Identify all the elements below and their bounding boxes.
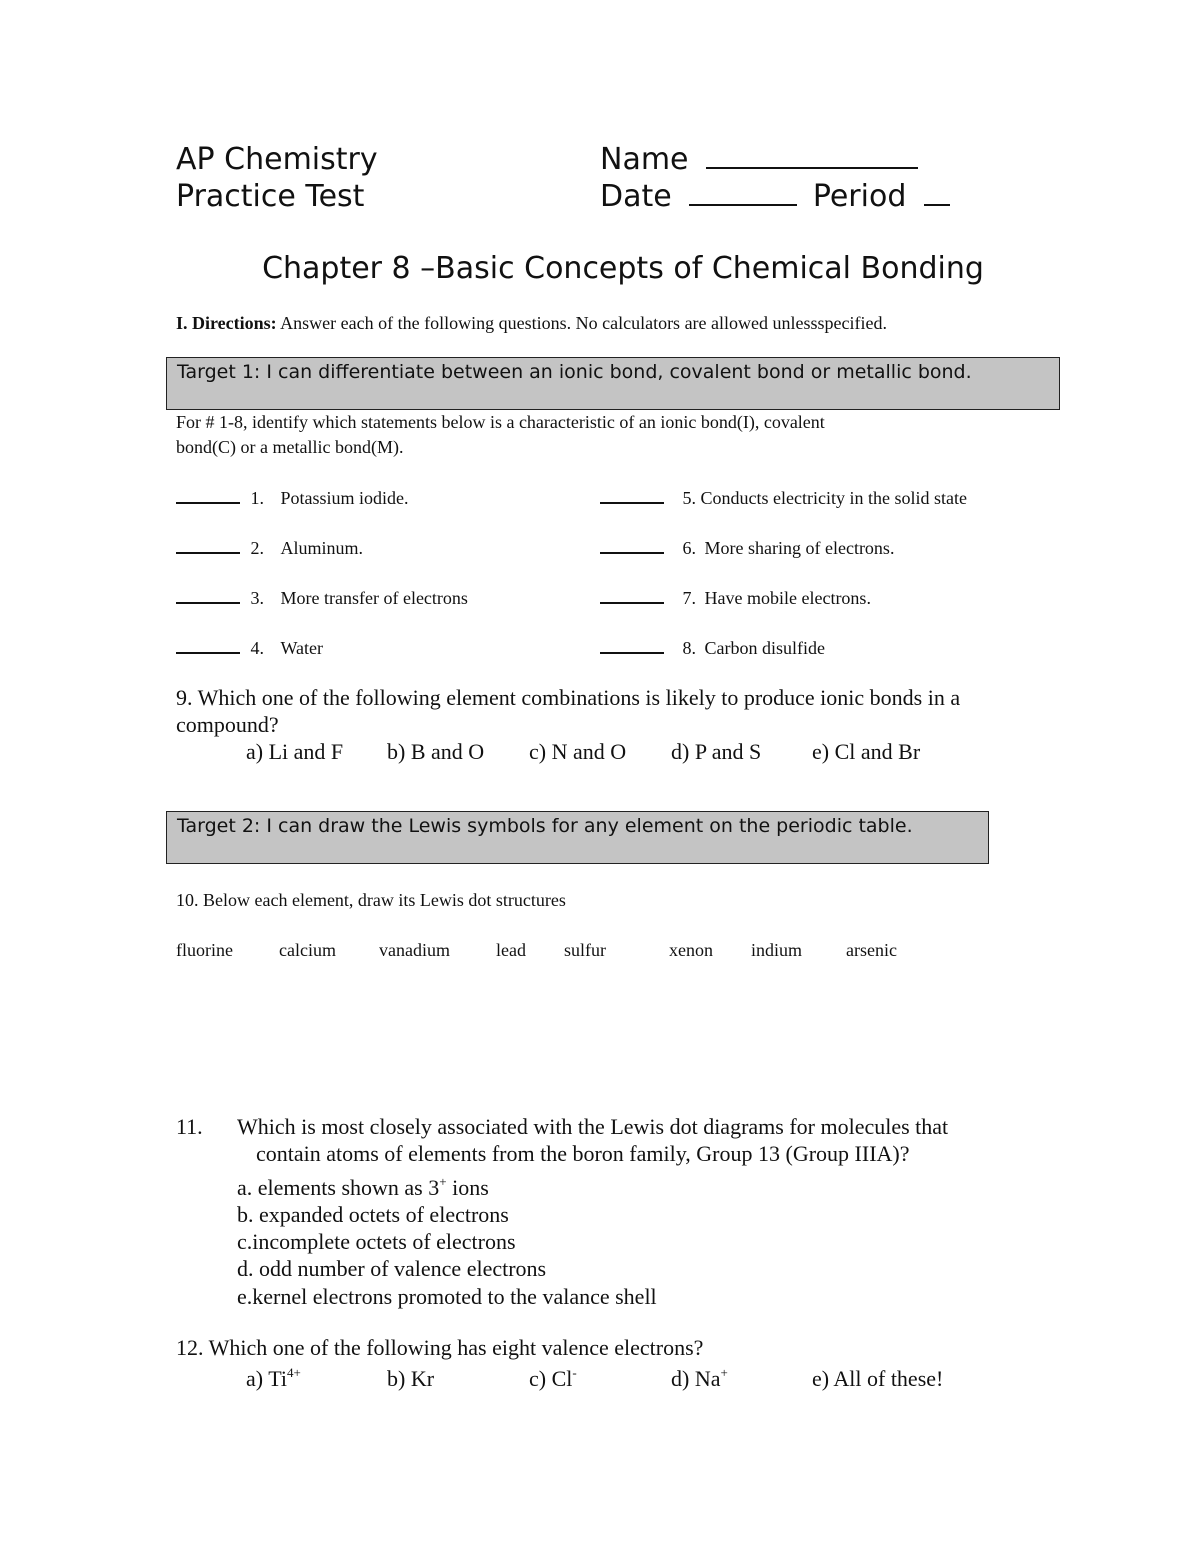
list-item <box>600 486 967 509</box>
q11-option-b[interactable]: b. expanded octets of electrons <box>237 1202 509 1227</box>
answer-blank-2[interactable] <box>176 536 240 554</box>
date-label: Date <box>600 179 672 214</box>
item-text: Potassium iodide. <box>280 488 409 508</box>
answer-blank-1[interactable] <box>176 486 240 504</box>
target-1-text: Target 1: I can differentiate between an ionic bond, covalent bond or metallic bond. <box>177 361 972 383</box>
item-text: Conducts electricity in the solid state <box>700 488 967 508</box>
q11-option-a-text: a. elements shown as 3 <box>237 1175 440 1200</box>
item-number: 7. <box>682 588 696 608</box>
answer-blank-4[interactable] <box>176 636 240 654</box>
test-title: Practice Test <box>176 179 365 214</box>
q9-option-d[interactable]: d) P and S <box>671 739 762 764</box>
q12-option-d[interactable] <box>671 1366 728 1392</box>
q11-option-a-post: ions <box>446 1175 489 1200</box>
answer-blank-6[interactable] <box>600 536 664 554</box>
q11-line-1: Which is most closely associated with the Lewis dot diagrams for molecules that <box>237 1114 949 1139</box>
q12-option-d-text: d) Na <box>671 1366 721 1391</box>
answer-blank-3[interactable] <box>176 586 240 604</box>
directions-text: Answer each of the following questions. No calculators are allowed unlessspecified. <box>280 313 887 333</box>
item-text: Carbon disulfide <box>704 638 825 658</box>
name-label: Name <box>600 142 689 177</box>
item-number: 4. <box>250 638 264 658</box>
instructions-line-1: For # 1-8, identify which statements below is a characteristic of an ionic bond(I), covalent <box>176 412 825 432</box>
q11-option-a-sup: + <box>439 1174 447 1189</box>
list-item <box>600 636 825 659</box>
q12-option-e[interactable]: e) All of these! <box>812 1366 944 1391</box>
q9-option-c[interactable]: c) N and O <box>529 739 627 764</box>
list-item <box>176 636 323 659</box>
element-indium: indium <box>751 940 803 960</box>
course-title: AP Chemistry <box>176 142 378 177</box>
element-xenon: xenon <box>669 940 713 960</box>
date-period-field[interactable] <box>600 179 950 214</box>
answer-blank-7[interactable] <box>600 586 664 604</box>
item-text: Water <box>280 638 324 658</box>
date-blank[interactable] <box>689 182 797 206</box>
name-blank[interactable] <box>706 145 918 169</box>
item-text: Aluminum. <box>280 538 364 558</box>
q9-line-1: 9. Which one of the following element combinations is likely to produce ionic bonds in a <box>176 685 961 710</box>
name-field[interactable] <box>600 142 918 177</box>
period-blank[interactable] <box>924 182 950 206</box>
q12-option-a[interactable] <box>246 1366 301 1392</box>
item-text: More sharing of electrons. <box>704 538 895 558</box>
q11-line-2: contain atoms of elements from the boron family, Group 13 (Group IIIA)? <box>256 1141 910 1166</box>
item-number: 8. <box>682 638 696 658</box>
element-vanadium: vanadium <box>379 940 450 960</box>
q9-option-a[interactable]: a) Li and F <box>246 739 344 764</box>
q12-option-c-text: c) Cl <box>529 1366 573 1391</box>
directions-label: I. Directions: <box>176 313 277 333</box>
instructions-line-2: bond(C) or a metallic bond(M). <box>176 437 404 457</box>
q11-option-d[interactable]: d. odd number of valence electrons <box>237 1256 547 1281</box>
item-number: 3. <box>250 588 264 608</box>
element-sulfur: sulfur <box>564 940 606 960</box>
item-number: 6. <box>682 538 696 558</box>
q9-option-b[interactable]: b) B and O <box>387 739 485 764</box>
answer-blank-5[interactable] <box>600 486 664 504</box>
directions <box>176 313 887 334</box>
period-label: Period <box>812 179 907 214</box>
q11-option-a[interactable] <box>237 1175 489 1201</box>
list-item <box>600 536 894 559</box>
item-text: More transfer of electrons <box>280 588 468 608</box>
q12-option-a-text: a) Ti <box>246 1366 287 1391</box>
item-number: 1. <box>250 488 264 508</box>
answer-blank-8[interactable] <box>600 636 664 654</box>
list-item <box>176 486 409 509</box>
target-2-box <box>166 811 989 864</box>
item-number: 5. <box>682 488 696 508</box>
q9-option-e[interactable]: e) Cl and Br <box>812 739 921 764</box>
item-text: Have mobile electrons. <box>704 588 871 608</box>
element-calcium: calcium <box>279 940 336 960</box>
item-number: 2. <box>250 538 264 558</box>
q12-option-c-sup: - <box>572 1365 577 1380</box>
list-item <box>600 586 871 609</box>
target-1-box <box>166 357 1060 410</box>
page-title: Chapter 8 –Basic Concepts of Chemical Bonding <box>262 251 984 286</box>
q11-option-c[interactable]: c.incomplete octets of electrons <box>237 1229 516 1254</box>
q12-option-c[interactable] <box>529 1366 577 1392</box>
element-arsenic: arsenic <box>846 940 897 960</box>
element-lead: lead <box>496 940 526 960</box>
list-item <box>176 536 363 559</box>
list-item <box>176 586 468 609</box>
q10-text: 10. Below each element, draw its Lewis dot structures <box>176 890 566 910</box>
q12-option-b[interactable]: b) Kr <box>387 1366 435 1391</box>
q9-line-2: compound? <box>176 712 279 737</box>
q12-option-a-sup: 4+ <box>286 1365 301 1380</box>
element-fluorine: fluorine <box>176 940 233 960</box>
q11-number: 11. <box>176 1114 203 1139</box>
q12-option-d-sup: + <box>720 1365 728 1380</box>
target-2-text: Target 2: I can draw the Lewis symbols for any element on the periodic table. <box>177 815 913 837</box>
q11-option-e[interactable]: e.kernel electrons promoted to the valance shell <box>237 1284 657 1309</box>
q12-text: 12. Which one of the following has eight valence electrons? <box>176 1335 704 1360</box>
